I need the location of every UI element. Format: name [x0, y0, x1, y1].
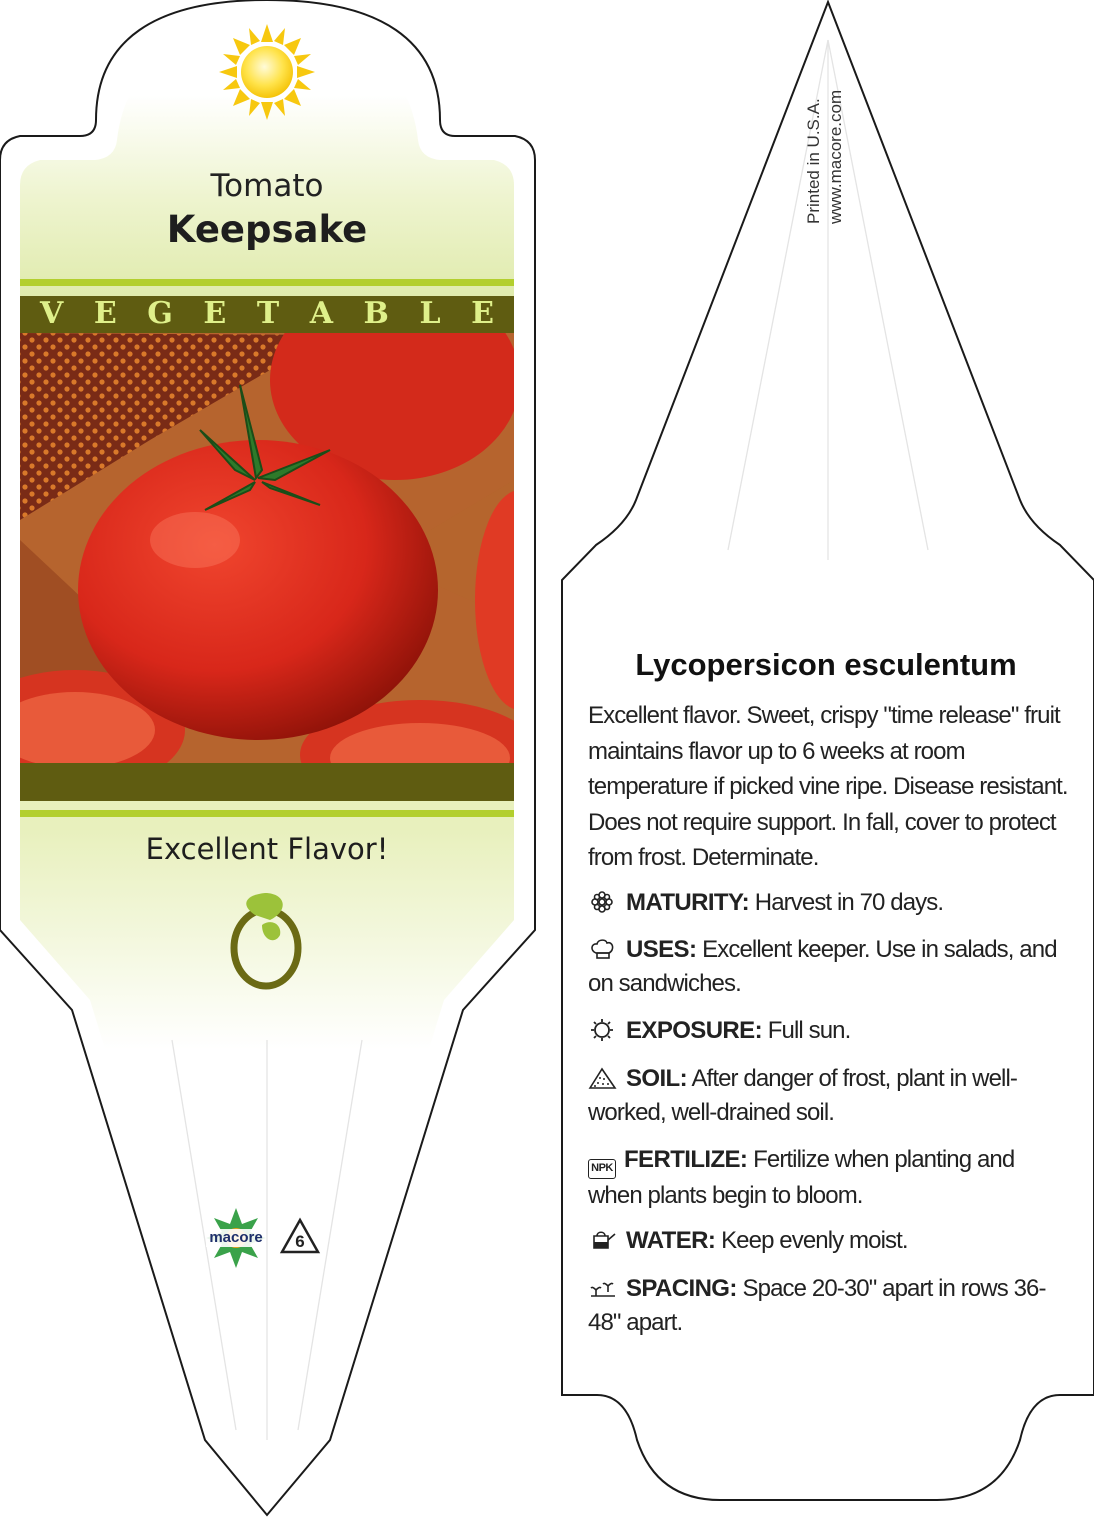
category-letter: E [471, 296, 494, 331]
website: www.macore.com [826, 89, 845, 224]
common-name: Tomato [210, 168, 324, 204]
category-letter: E [203, 296, 227, 331]
category-letter: V [40, 296, 64, 331]
recycle-code: 6 [295, 1232, 305, 1251]
care-label: SPACING: [626, 1275, 737, 1302]
care-text: Keep evenly moist. [721, 1227, 908, 1254]
care-label: FERTILIZE: [624, 1146, 748, 1173]
sun-outline-icon [588, 1018, 618, 1042]
care-text: Space 20-30" apart in rows 36-48" apart. [588, 1275, 1046, 1336]
variety-name: Keepsake [166, 208, 368, 251]
category-label [40, 295, 494, 332]
sun-icon [219, 24, 315, 120]
category-letter: A [309, 296, 333, 331]
care-label: SOIL: [626, 1065, 687, 1092]
care-fertilize [588, 1143, 1070, 1213]
care-label: EXPOSURE: [626, 1017, 762, 1044]
care-text: Harvest in 70 days. [754, 889, 944, 916]
printed-line: Printed in U.S.A. [804, 98, 823, 224]
plant-description: Excellent flavor. Sweet, crispy "time release" fruit maintains flavor up to 6 weeks at room temperature if picked vine ripe. Disease resistant. Does not require support. In fall, cover to protect from frost. Determinate. [588, 702, 1068, 871]
lower-band [20, 763, 514, 801]
care-label: MATURITY: [626, 889, 750, 916]
watering-can-icon [588, 1228, 618, 1252]
npk-icon [588, 1159, 616, 1179]
care-exposure [588, 1014, 1070, 1048]
care-text: Full sun. [767, 1017, 851, 1044]
scientific-name: Lycopersicon esculentum [635, 647, 1017, 682]
category-letter: G [147, 296, 173, 331]
tagline: Excellent Flavor! [145, 832, 389, 866]
category-letter: L [419, 296, 441, 331]
brand-name: macore [209, 1229, 263, 1246]
spacing-icon [588, 1276, 618, 1300]
care-maturity [588, 886, 1070, 920]
care-spacing [588, 1272, 1070, 1340]
category-letter: E [93, 296, 117, 331]
care-label: WATER: [626, 1227, 716, 1254]
category-letter: T [256, 296, 280, 331]
care-label: USES: [626, 936, 697, 963]
printed-info [803, 14, 847, 224]
care-text: Excellent keeper. Use in salads, and on sandwiches. [588, 936, 1057, 997]
care-soil [588, 1062, 1070, 1130]
npk-icon-text: NPK [591, 1162, 613, 1174]
flower-icon [588, 890, 618, 914]
tomato-photo [0, 280, 565, 810]
category-letter: B [363, 296, 389, 331]
soil-icon [588, 1066, 618, 1090]
care-uses [588, 933, 1070, 1001]
care-water [588, 1224, 1070, 1258]
care-text: After danger of frost, plant in well-worked, well-drained soil. [588, 1065, 1017, 1126]
care-text: Fertilize when planting and when plants begin to bloom. [588, 1146, 1015, 1209]
chef-hat-icon [588, 937, 618, 961]
